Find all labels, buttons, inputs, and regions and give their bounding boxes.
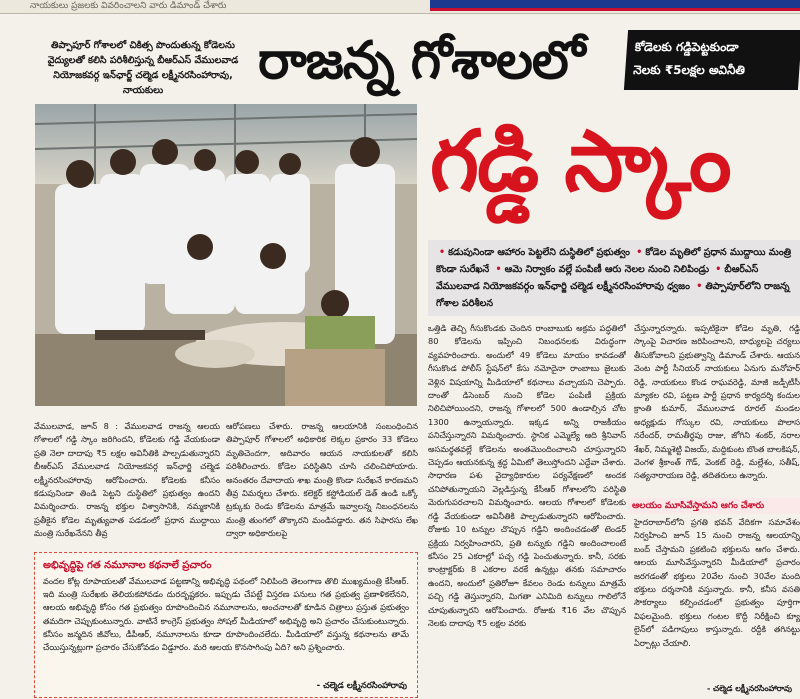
boxed-heading: అభివృద్ధిపై గత నమూనాల కథనాలే ప్రచారం [43,560,212,571]
summary-bullet: తిప్పాపూర్‌లోని రాజన్న గోశాల పరిశీలన [436,281,790,309]
bullet-icon: • [439,247,446,258]
photo-illustration [35,104,417,406]
byline-right: - చల్మెడ లక్ష్మీనరసింహారావు [706,684,792,693]
masthead-blue-bar [430,0,800,8]
summary-bullet: బీఆర్ఎస్ వేములవాడ నియోజకవర్గం ఇన్‌ఛార్జి చల్మెడ లక్ష్మీనరసింహారావు ధ్వజం [436,264,759,292]
headline-side-box [624,30,800,90]
masthead-strip [0,0,800,14]
summary-bullet: కోడెల మృతిలో ప్రధాన ముద్దాయి మంత్రి కొండా సురేఖనే [436,247,792,275]
boxed-text: వందల కోట్ల రూపాయలతో వేములవాడ పట్టణాన్ని అభివృద్ధి పథంలో నిలిపింది తెలంగాణ తొలి ముఖ్యమంత్రి కేసీఆర్. ఇది మంత్రి సురేఖకు తెలియకపోవడం దురదృష్టకరం. ఇప్పుడు చేపట్టే విస్తరణ పనులు గత ప్రభుత్వ ప్రణాళికలేనని, ఆలయ అభివృద్ధి కోసం గత ప్రభుత్వం రూపొందించిన నమూనాలను, అంచనాలతో కూడిన చిత్రాలు ప్రస్తుత ప్రభుత్వం తమదిగా చెప్పుకుంటున్నారు. వాటినే కాంగ్రెస్ ప్రభుత్వం సోషల్ మీడియాలో అభివృద్ధి అని ప్రచారం చేసుకుంటున్నారు. కనీసం జన్మదిన జీవోలు, డీపీఆర్, నమూనాలను కూడా రూపొందించలేదు. మీడియాలో వస్తున్న కథనాలను తామే చేయిస్తున్నట్లుగా ప్రచారం చేసుకోవడం విడ్డూరం. మరి ఆలయ కొనసాగింపు ఏది? అని ప్రశ్నించారు. [43,576,409,653]
summary-box [428,240,800,316]
bullet-icon: • [715,264,722,275]
headline-title: రాజన్న గోశాలలో [258,30,585,91]
side-line-1: కోడెలకు గడ్డిపెట్టకుండా [634,40,740,54]
news-photo [35,104,417,406]
boxed-byline: - చల్మెడ లక్ష్మీనరసింహారావు [316,681,407,691]
previous-article-overflow: నాయకులు ప్రజలకు వివరించాలని వారు డిమాండ్ చేశారు [30,1,227,11]
article-column-2: ఆరోపణలు చేశారు. రాజన్న ఆలయానికి సంబంధించిన తిప్పాపూర్ గోశాలలో అధికారిక లెక్కల ప్రకారం 33 కోడెలు మృతిచెందగా, అదివారం ఆయన నాయకులతో కలిసి పరిశీలించారు. కోడెల పరిస్థితిని చూసి చలించిపోయారు. అనంతరం దేవాదాయ శాఖ మంత్రి కొండా సురేఖనే కారణమని తీవ్ర విమర్శలు చేశారు. కలెక్టర్ కస్టోడియల్ డెత్ ఉండి ఒక్కో ట్రక్కుకు రెండు కోడెలను మాత్రమే ఇవ్వాలన్న నిబంధనలను మంత్రి తుంగలో తొక్కారని మండిపడ్డారు. తన సిఫారసు లేఖ ద్వారా అధికారులపై [226,421,418,539]
boxed-story [34,552,418,698]
article-column-1: వేములవాడ, జూన్ 8 : వేములవాడ రాజన్న ఆలయ గోశాలలో గడ్డి స్కాం జరిగిందని, కోడెలకు గడ్డి వేయకుండా ప్రతి నెలా దాదాపు ₹5 లక్షల అవినీతికి పాల్పడుతున్నారని బీఆర్ఎస్ వేములవాడ నియోజకవర్గ ఇన్‌ఛార్జి చల్మెడ లక్ష్మీనరసింహారావు ఆరోపించారు. కోడెలకు కనీసం కడుపునిండా తిండి పెట్టని దుస్థితిలో ప్రభుత్వం ఉందని విమర్శించారు. రాజన్న భక్తుల విశ్వాసానికి, నమ్మకానికి ప్రతీకైన కోడెల మృత్యువాత పడడంలో ప్రధాన ముద్దాయి మంత్రి సురేఖనేనని తీవ్ర [34,421,220,539]
article-column-5: హైదరాబాద్‌లోని ప్రగతి భవన్ వేదికగా సమావేశం నిర్వహించి జూన్ 15 నుంచి రాజన్న ఆలయాన్ని బంద్ చేస్తామని ప్రకటించి భక్తులను ఆగం చేశారు. ఆలయ మూసివేస్తున్నారని మీడియాలో ప్రచారం జరగడంతో భక్తులు 20వేల నుంచి 30వేల మంది భక్తులు దర్శనానికి వస్తున్నారు. కానీ, కనీస వసతి సౌకర్యాలు కల్పించడంలో ప్రభుత్వం పూర్తిగా విఫలమైంది. భక్తులు గంటల కొద్దీ నిరీక్షించి క్యూ లైన్‌లో పడిగాపులు కాస్తున్నారు. రద్దీకి తగినట్టు ఏర్పాట్లు చేయాలి. [634,517,800,648]
photo-caption-kicker: తిప్పాపూర్ గోశాలలో చికిత్స పొందుతున్న కోడెలను వైద్యులతో కలిసి పరిశీలిస్తున్న బీఆర్ఎస్ వేములవాడ నియోజకవర్గ ఇన్‌ఛార్జ్ చల్మెడ లక్ష్మీనరసింహారావు, నాయకులు [47,40,239,96]
bullet-icon: • [636,247,643,258]
bullet-icon: • [495,264,502,275]
headline-big-red: గడ్డి స్కాం [430,111,730,210]
summary-bullet: ఆమె నిర్వాకం వల్లే పంపిణీ ఆరు నెలల నుంచి నిలిపిండ్రు [504,264,709,275]
article-column-3: ఒత్తిడి తెచ్చి గీసుకొండకు చెందిన రాంబాబుకు అక్రమ పద్ధతిలో 80 కోడెలను ఇప్పించి నిబంధనలకు విరుద్ధంగా వ్యవహరించారు. అందులో 49 కోడెలు మాయం కావడంతో గీసుకొండ పోలీస్ స్టేషన్‌లో కేసు నమోదైనా రాంబాబు జైలుకు వెళ్లిన విషయాన్ని మీడియాలో కథనాలు వచ్చాయని చెప్పారు. దాంతో డిసెంబర్ నుంచి కోడెల పంపిణీ ప్రక్రియ నిలిచిపోయిందని, రాజన్న గోశాలలో 500 ఉండాల్సిన చోట 1300 ఉన్నాయన్నారు. ఇక్కడ అన్ని రాజకీయం పనిచేస్తున్నారని విమర్శించారు. స్థానిక ఎమ్మెల్యే ఆది శ్రీనివాస్ అసమర్థతవల్లే కోడెలను అంతమొందించాలని చూస్తున్నారని చెప్పడం ఆయనకున్న శ్రద్ధ ఏమిటో తెలుస్తోందని ఎద్దేవా చేశారు. సాధారణ పశు వైద్యాధికారుల పర్యవేక్షణలో అందక చనిపోతున్నాయని వెల్లడిస్తున్న కేసీఆర్ గోశాలలోని పరిస్థితి మెరుగుపరచాలని విమర్శించారు. ఆలయ గోశాలలో కోడెలకు గడ్డి వేయకుండా అవినీతికి పాల్పడుతున్నారని ఆరోపించారు. రోజుకు 10 టన్నుల చొప్పున గడ్డిని అందించడంతో టెండర్ ప్రక్రియ నిర్వహించారని, ప్రతి టన్నుకు గడ్డిని అందించాలంటే కనీసం 25 ఎకరాల్లో పచ్చ గడ్డి పెంచుతున్నారు. కానీ, సరకు కాంట్రాక్టర్‌కు 8 ఎకరాల వరకే ఉన్నట్లు తనకు సమాచారం ఉందని, అందులో ప్రతిరోజూ కేవలం రెండు టన్నులు మాత్రమే పచ్చి గడ్డి తెస్తున్నారని, మిగతా ఎనిమిది టన్నులు గాలిలోనే చూపుతున్నారని ఆరోపించారు. రోజుకు ₹16 వేల చొప్పున నెలకు దాదాపు ₹5 లక్షల వరకు [428,323,626,628]
article-column-4: చేస్తున్నారన్నారు. ఇప్పటికైనా కోడెల మృతి, గడ్డి స్కాంపై విచారణ జరిపించాలని, బాధ్యులపై చర్యలు తీసుకోవాలని ప్రభుత్వాన్ని డిమాండ్ చేశారు. ఆయన వెంట పార్టీ సీనియర్ నాయకులు ఏనుగు మనోహర్ రెడ్డి, నాయకులు కొండ రాఘవరెడ్డి, మాజీ జడ్పీటీసీ మ్యాకల రవి, పట్టణ పార్టీ ప్రధాన కార్యదర్శి కందుల క్రాంతి కుమార్, వేములవాడ రూరల్ మండల అధ్యక్షుడు గోస్కుల రవి, నాయకులు పొలాస నరేందర్, రామతీర్థపు రాజు, జోగిని శంకర్, నరాల శేఖర్, నిమ్మశెట్టి విజయ్, మద్దికుంట బొంత బాలకిషన్, వెంగళ శ్రీకాంత్ గౌడ్, వెంకట్ రెడ్డి, మల్లేశం, సతీష్, సత్యనారాయణ రెడ్డి, తదితరులు ఉన్నారు. [634,323,800,481]
side-line-2: నెలకు ₹5లక్షల అవినీతి [632,63,746,77]
bullet-icon: • [696,281,703,292]
article-subhead: ఆలయం మూసివేస్తామని ఆగం చేశారు [628,498,800,514]
masthead-red-bar [430,8,800,11]
summary-bullet: కడుపునిండా ఆహారం పెట్టలేని దుస్థితిలో ప్రభుత్వం [448,247,630,258]
